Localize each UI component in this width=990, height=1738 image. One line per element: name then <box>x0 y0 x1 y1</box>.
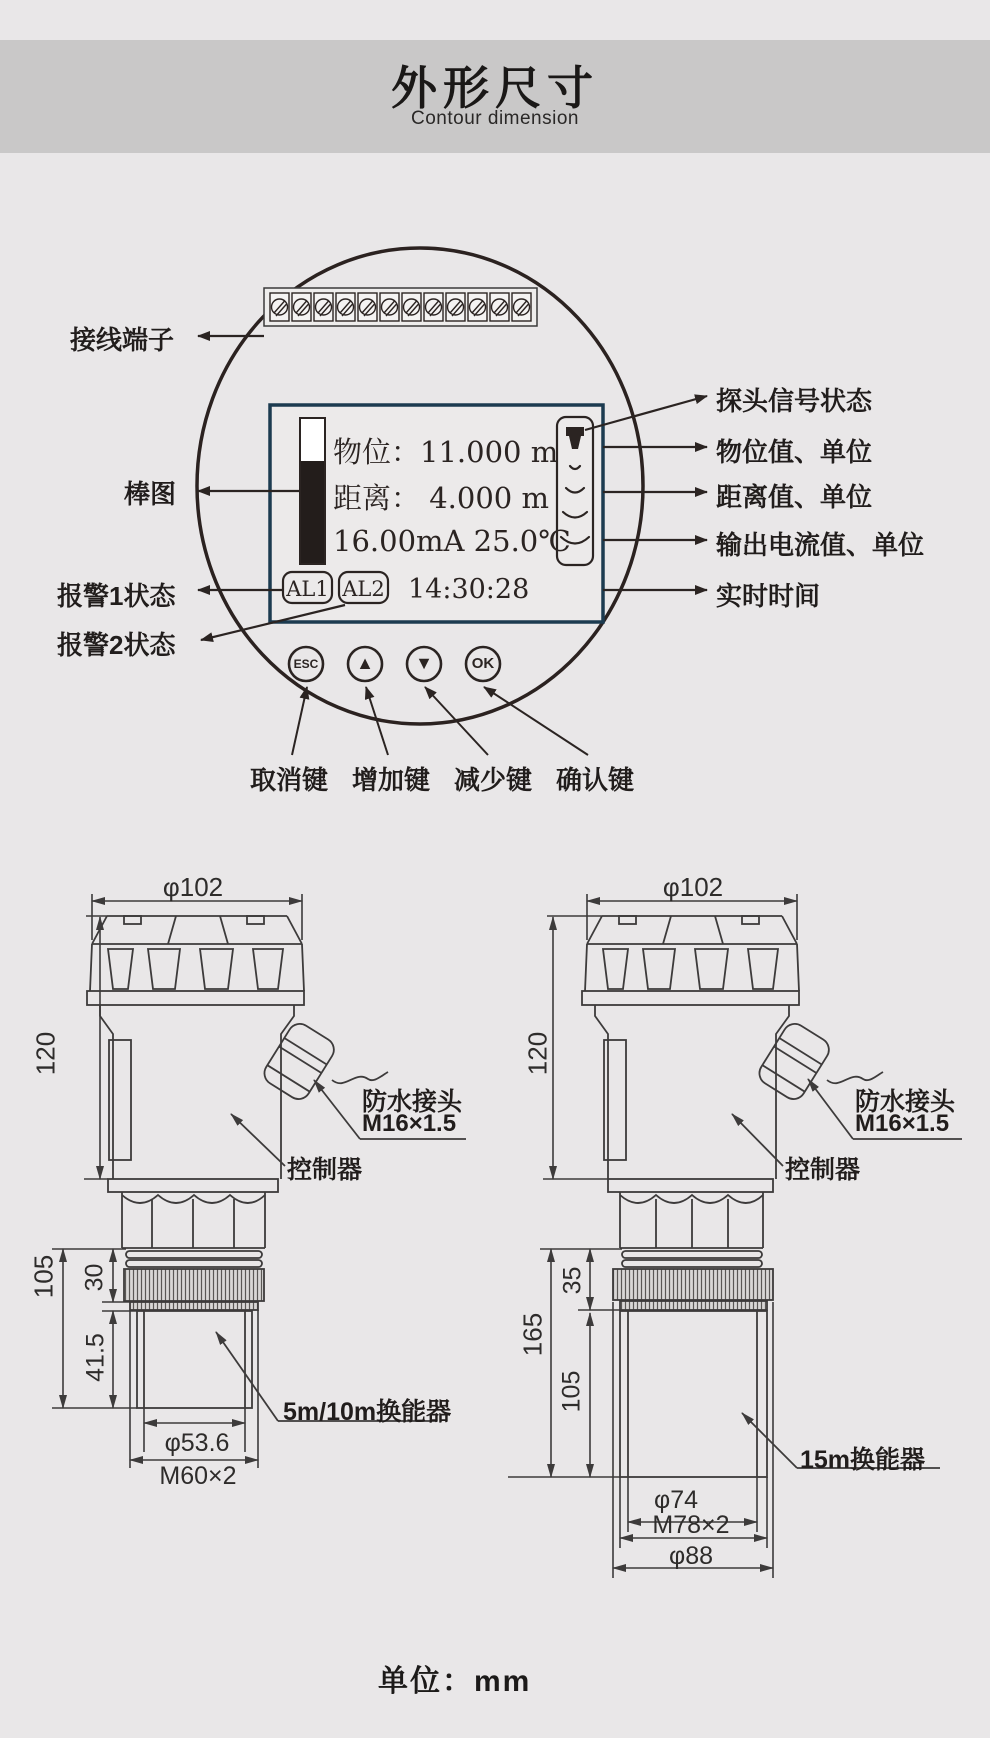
drawing-right-outline <box>582 916 883 1477</box>
keypad-leaders <box>292 687 588 755</box>
down-triangle-icon: ▼ <box>415 653 433 673</box>
down-key-label: 减少键 <box>454 765 533 795</box>
dim-left-cap-diameter: φ102 <box>162 872 224 902</box>
label-right-connector-thread: M16×1.5 <box>855 1110 950 1137</box>
page-title: 外形尺寸 <box>391 62 599 114</box>
lcd-level-line: 物位：11.000 m <box>333 435 559 469</box>
label-right-controller: 控制器 <box>785 1156 861 1184</box>
lcd-distance-line: 距离： 4.000 m <box>333 481 549 515</box>
label-left-controller: 控制器 <box>287 1156 363 1184</box>
lcd-current-line: 16.00mA 25.0℃ <box>333 524 571 558</box>
alarm2-badge: AL2 <box>342 577 385 601</box>
dim-left-transducer-diameter: φ53.6 <box>164 1429 230 1457</box>
callout-distance-label: 距离值、单位 <box>716 482 873 512</box>
dim-right-body-height: 120 <box>522 1031 553 1076</box>
ok-key-label: 确认键 <box>556 765 635 795</box>
lcd-clock: 14:30:28 <box>408 574 530 605</box>
dim-left-thread: M60×2 <box>159 1462 237 1490</box>
label-right-transducer: 15m换能器 <box>800 1446 926 1474</box>
terminal-block <box>264 288 537 326</box>
page-subtitle: Contour dimension <box>411 108 579 129</box>
label-left-transducer: 5m/10m换能器 <box>283 1398 452 1426</box>
callout-bargraph-label: 棒图 <box>124 479 177 509</box>
alarm1-badge: AL1 <box>286 577 329 601</box>
callout-level-label: 物位值、单位 <box>716 437 873 467</box>
dim-right-cap-diameter: φ102 <box>662 872 724 902</box>
up-triangle-icon: ▲ <box>356 653 374 673</box>
callout-alarm1-label: 报警1状态 <box>57 581 176 611</box>
dim-right-transducer-height: 105 <box>557 1370 586 1413</box>
dim-right-ring-height: 35 <box>558 1266 587 1295</box>
callout-current-label: 输出电流值、单位 <box>716 530 925 560</box>
dim-left-ring-height: 30 <box>80 1263 109 1292</box>
callout-alarm2-label: 报警2状态 <box>57 630 176 660</box>
dim-left-lower-height: 105 <box>28 1254 59 1299</box>
dim-left-transducer-height: 41.5 <box>81 1333 110 1382</box>
dim-right-thread: M78×2 <box>652 1511 730 1539</box>
label-right-connector: 防水接头 <box>855 1088 956 1116</box>
dim-right-transducer-diameter: φ74 <box>653 1486 699 1514</box>
callout-terminal-label: 接线端子 <box>70 325 175 355</box>
label-left-connector: 防水接头 <box>362 1088 463 1116</box>
dim-left-body-height: 120 <box>30 1031 61 1076</box>
label-left-connector-thread: M16×1.5 <box>362 1110 457 1137</box>
callout-time-label: 实时时间 <box>716 581 821 611</box>
ok-button-label: OK <box>471 655 495 672</box>
drawing-right-dims <box>508 894 797 1578</box>
esc-key-label: 取消键 <box>250 765 329 795</box>
bar-graph-icon <box>300 418 325 564</box>
esc-button-label: ESC <box>293 657 319 671</box>
callout-probe-signal-label: 探头信号状态 <box>716 386 873 416</box>
unit-note: 单位：mm <box>378 1665 532 1698</box>
dim-right-lower-height: 165 <box>517 1312 548 1357</box>
dim-right-outer-diameter: φ88 <box>668 1542 714 1570</box>
up-key-label: 增加键 <box>352 765 431 795</box>
